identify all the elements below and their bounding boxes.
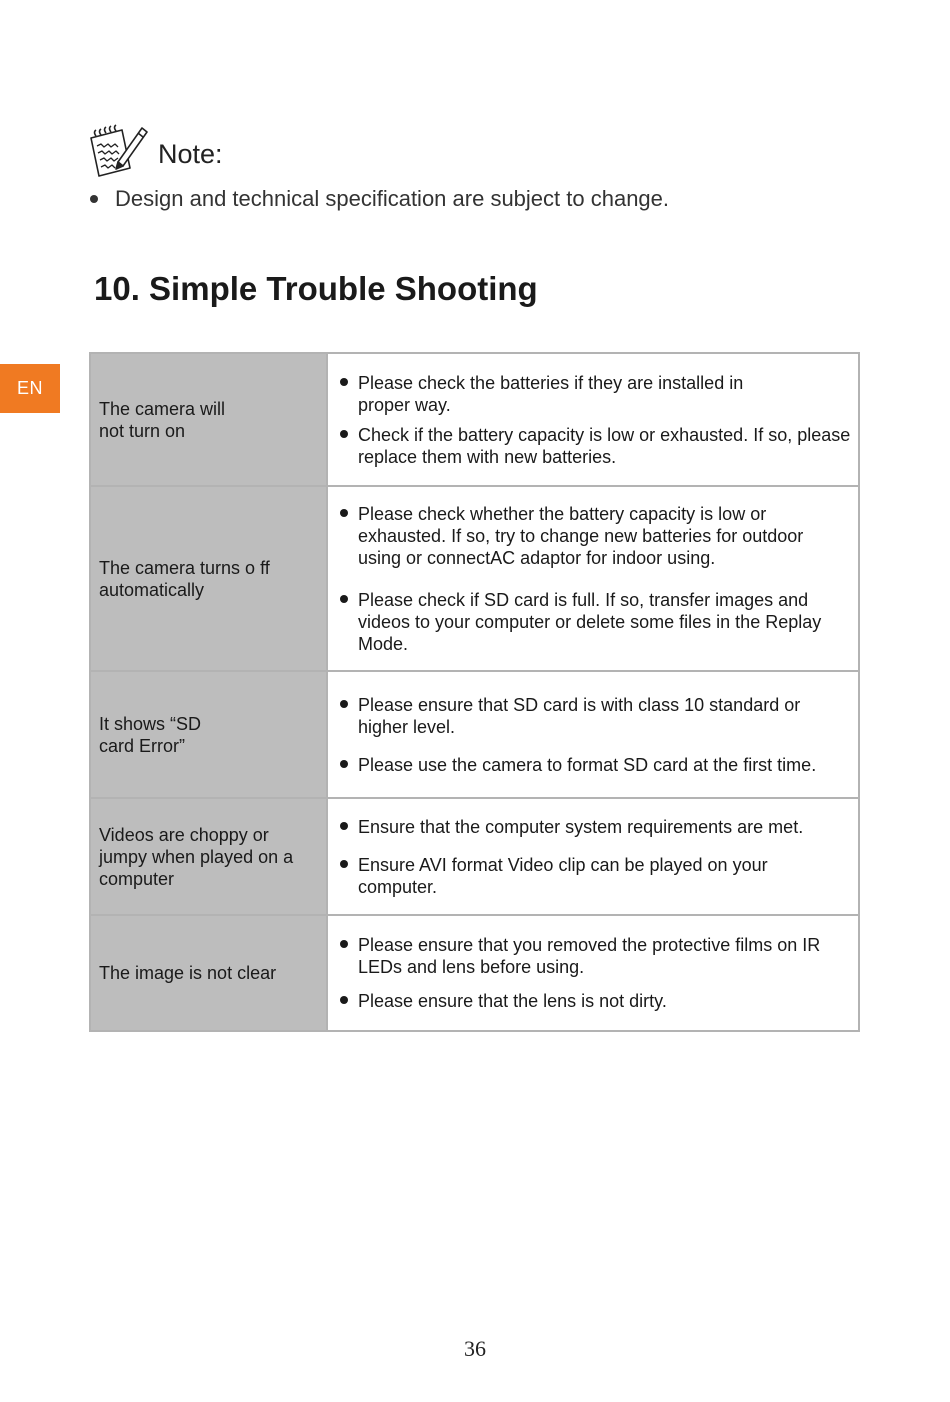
problem-cell: [90, 486, 327, 671]
bullet-icon: [340, 822, 348, 830]
solutions-cell: [327, 798, 859, 915]
solutions-cell: [327, 671, 859, 798]
notepad-pencil-icon: [88, 122, 150, 180]
bullet-icon: [90, 195, 98, 203]
problem-text: The image is not clear: [99, 963, 277, 983]
solution-item: [340, 503, 854, 569]
table-row: [90, 915, 859, 1031]
problem-cell: [90, 798, 327, 915]
solution-text: Please ensure that SD card is with class 10 standard or higher level.: [358, 694, 801, 737]
troubleshooting-table: [89, 352, 860, 1032]
table-row: [90, 798, 859, 915]
problem-cell: [90, 671, 327, 798]
solution-item: [340, 694, 854, 738]
note-label: Note:: [158, 138, 223, 169]
solution-text: Please ensure that you removed the protective films on IR LEDs and lens before using.: [358, 935, 821, 977]
solution-item: [340, 589, 854, 655]
bullet-icon: [340, 996, 348, 1004]
table-row: [90, 671, 859, 798]
solution-item: [340, 424, 854, 468]
solution-text: Ensure that the computer system requirements are met.: [358, 816, 804, 837]
solution-item: [340, 990, 854, 1012]
solution-text: Please check if SD card is full. If so, transfer images and videos to your computer or delete some files in the Replay Mode.: [358, 589, 822, 654]
note-bullet-item: [90, 186, 669, 212]
language-tab: EN: [0, 364, 60, 413]
bullet-icon: [340, 430, 348, 438]
note-bullet-text: Design and technical specification are subject to change.: [115, 186, 670, 211]
problem-text: It shows “SD card Error”: [99, 713, 202, 756]
solution-item: [340, 372, 854, 416]
page-number: 36: [464, 1336, 486, 1361]
problem-text: Videos are choppy or jumpy when played on a computer: [99, 824, 294, 889]
note-header: [88, 122, 223, 180]
solution-text: Please check whether the battery capacity is low or exhausted. If so, try to change new batteries for outdoor using or connectAC adaptor for indoor using.: [358, 503, 804, 568]
solutions-cell: [327, 915, 859, 1031]
solution-text: Check if the battery capacity is low or exhausted. If so, please replace them with new batteries.: [358, 424, 851, 467]
table-row: [90, 353, 859, 486]
solution-item: [340, 816, 854, 838]
problem-text: The camera will not turn on: [99, 398, 226, 441]
problem-cell: [90, 353, 327, 486]
bullet-icon: [340, 378, 348, 386]
solution-text: Please ensure that the lens is not dirty.: [358, 991, 667, 1011]
problem-cell: [90, 915, 327, 1031]
bullet-icon: [340, 700, 348, 708]
solution-text: Please check the batteries if they are installed in proper way.: [358, 372, 744, 415]
table-row: [90, 486, 859, 671]
bullet-icon: [340, 860, 348, 868]
section-title: 10. Simple Trouble Shooting: [94, 270, 538, 307]
solutions-cell: [327, 353, 859, 486]
bullet-icon: [340, 595, 348, 603]
solution-text: Ensure AVI format Video clip can be played on your computer.: [358, 854, 768, 897]
solution-item: [340, 754, 854, 776]
solutions-cell: [327, 486, 859, 671]
solution-text: Please use the camera to format SD card at the first time.: [358, 754, 817, 775]
solution-item: [340, 854, 854, 898]
bullet-icon: [340, 760, 348, 768]
bullet-icon: [340, 509, 348, 517]
bullet-icon: [340, 940, 348, 948]
problem-text: The camera turns o ff automatically: [99, 557, 270, 600]
solution-item: [340, 934, 854, 978]
